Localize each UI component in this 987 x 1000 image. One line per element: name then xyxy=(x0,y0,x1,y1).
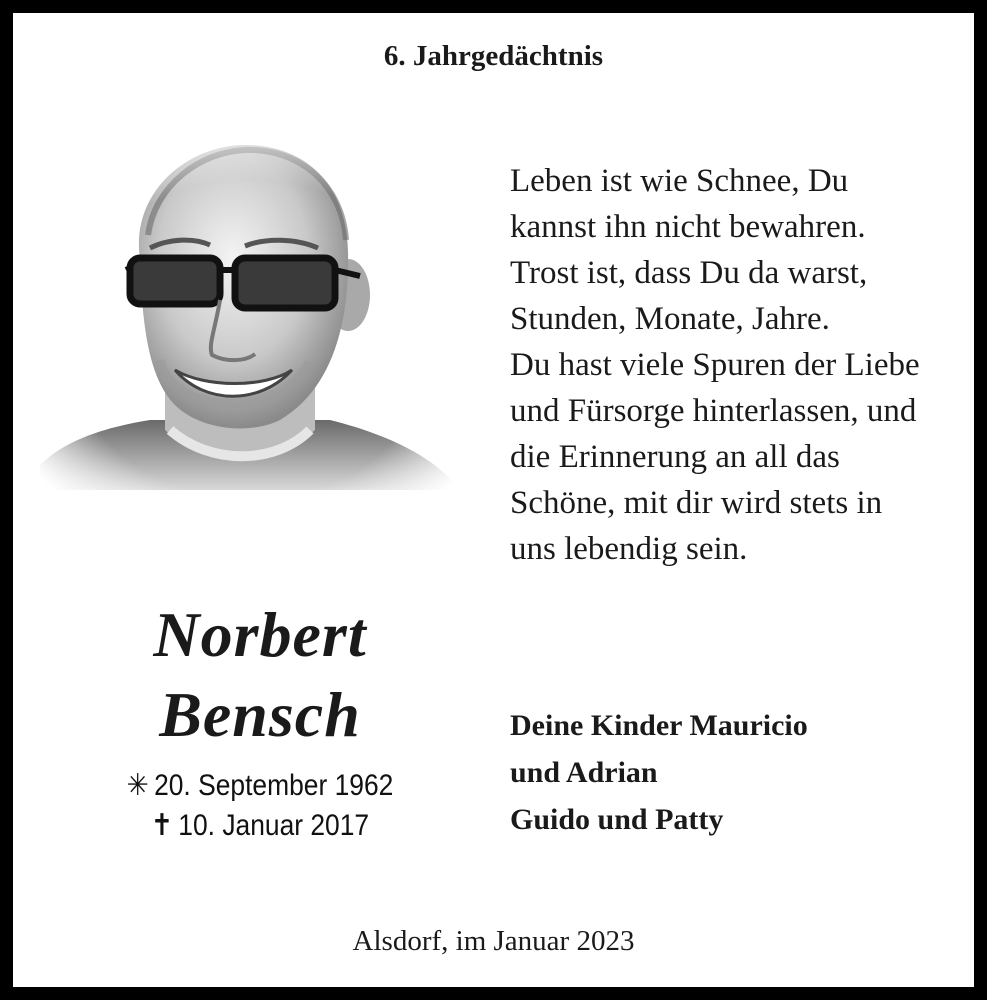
mourners-line: Guido und Patty xyxy=(510,803,724,836)
poem-line: Trost ist, dass Du da warst, xyxy=(510,255,868,291)
poem-line: Leben ist wie Schnee, Du xyxy=(510,163,849,199)
poem-line: Du hast viele Spuren der Liebe xyxy=(510,347,920,383)
death-cross-icon: ✝ xyxy=(150,809,174,842)
birth-star-icon: ✳ xyxy=(126,769,149,802)
anniversary-heading: 6. Jahrgedächtnis xyxy=(383,40,604,72)
mourners-block xyxy=(510,702,950,843)
poem-line: Schöne, mit dir wird stets in xyxy=(510,485,883,521)
portrait-photo xyxy=(30,130,470,510)
poem-line: uns lebendig sein. xyxy=(510,531,748,567)
deceased-last-name: Bensch xyxy=(159,679,361,750)
poem-line: Stunden, Monate, Jahre. xyxy=(510,301,830,337)
mourners-line: und Adrian xyxy=(510,756,658,789)
death-date: 10. Januar 2017 xyxy=(178,809,370,842)
place-and-date: Alsdorf, im Januar 2023 xyxy=(352,925,635,957)
memorial-poem xyxy=(510,158,960,572)
mourners-line: Deine Kinder Mauricio xyxy=(510,709,808,742)
birth-date: 20. September 1962 xyxy=(154,769,394,802)
deceased-first-name: Norbert xyxy=(153,599,367,670)
poem-line: kannst ihn nicht bewahren. xyxy=(510,209,866,245)
life-dates xyxy=(60,766,460,846)
poem-line: die Erinnerung an all das xyxy=(510,439,840,475)
birth-date-line xyxy=(84,766,436,806)
death-date-line xyxy=(84,806,436,846)
poem-line: und Fürsorge hinterlassen, und xyxy=(510,393,917,429)
